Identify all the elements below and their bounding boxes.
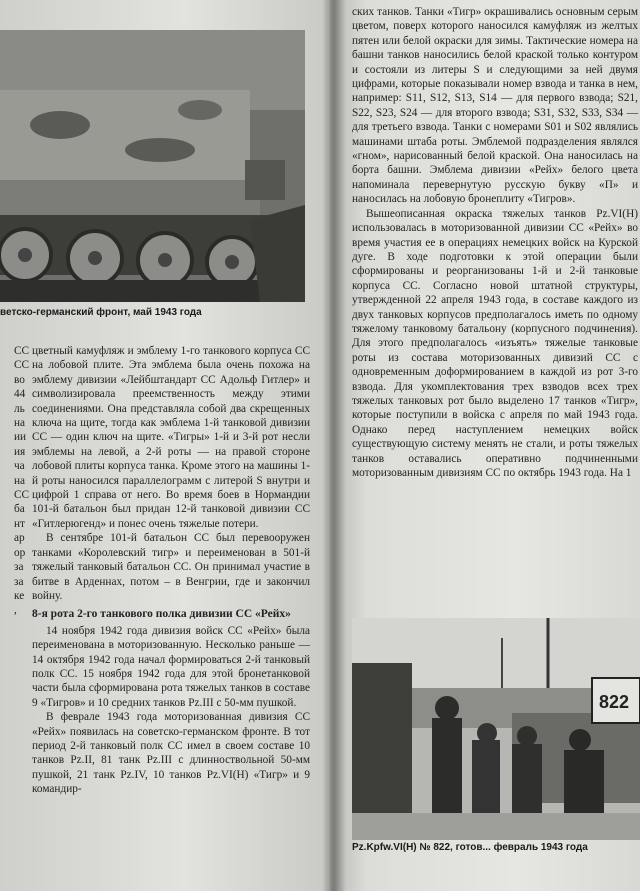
section-heading: 8-я рота 2-го танкового полка дивизии СС «Рейх» (32, 608, 291, 621)
margin-line: ль (14, 402, 25, 415)
margin-line: во (14, 373, 25, 386)
bottom-photo-caption: Pz.Kpfw.VI(H) № 822, готов... февраль 1943 года (352, 842, 588, 853)
margin-line: , (14, 604, 17, 617)
paragraph: 14 ноября 1942 года дивизия войск СС «Рейх» была переименована в моторизованную. Несколько раньше — 14 октября 1942 года начал формироваться 2-й танковый полк СС. 15 ноября 1942 года для этой бронетанковой части была сформирована рота тяжелых танков в составе 9 «Тигров» и 10 средних танков Pz.III с 50-мм пушкой. (32, 624, 310, 709)
tank-illustration (0, 30, 305, 302)
margin-line: за (14, 561, 24, 574)
margin-line: ия (14, 445, 26, 458)
margin-line: СС (14, 345, 30, 357)
tiger-tank-photo (0, 30, 305, 302)
top-photo-caption: ветско-германский фронт, май 1943 года (0, 307, 202, 318)
margin-line: за (14, 575, 24, 588)
margin-line: ии (14, 431, 27, 444)
left-text-column (32, 344, 310, 797)
paragraph: цветный камуфляж и эмблему 1-го танкового корпуса СС на лобовой плите. Эта эмблема была очень похожа на эмблему дивизии «Лейбштандарт СС Адольф Гитлер» и символизировала преемственность между этими соединениями. Она представляла собой два скрещенных ключа на щите, тогда как эмблема 1-й танковой дивизии СС — один ключ на щите. «Тигры» 1-й и 3-й рот несли эмблемы на левой, а 2-й роты — на правой стороне лобовой плиты корпуса танка. Кроме этого на машины 1-й роты наносился параллелограмм с литерой S внутри и цифрой 1 справа от него. Во время боев в Нормандии 101-й батальон был придан 12-й танковой дивизии СС «Гитлерюгенд» и понес очень тяжелые потери. (32, 345, 310, 530)
margin-line: СС (14, 489, 30, 502)
paragraph: В сентябре 101-й батальон СС был перевооружен танками «Королевский тигр» и переименован в 501-й тяжелый танковый батальон СС. Он принимал участие в битве в Арденнах, потом – в Венгрии, где и закончил войну. (32, 532, 310, 602)
tank-822-photo (352, 618, 640, 840)
margin-line: ар (14, 532, 25, 545)
margin-line: ча (14, 460, 25, 473)
book-gutter (322, 0, 346, 891)
margin-line: 44 (14, 388, 26, 401)
margin-line: нт (14, 517, 25, 530)
margin-line: на (14, 474, 26, 487)
soldiers-illustration (352, 618, 640, 840)
margin-line: ке (14, 589, 25, 602)
margin-line: СС (14, 359, 30, 372)
margin-line: ор (14, 546, 26, 559)
left-margin-fragments (0, 344, 30, 618)
margin-line: ба (14, 503, 25, 516)
margin-line: на (14, 417, 26, 430)
right-text-column (352, 5, 638, 480)
paragraph: Вышеописанная окраска тяжелых танков Pz.VI(H) использовалась в моторизованной дивизии СС «Рейх» во время участия ее в операциях немецких войск на Курской дуге. В ходе подготовки к этой операции были сформированы и реорганизованы 1-й и 2-й танковые корпуса СС. Согласно новой штатной структуры, утвержденной 22 апреля 1943 года, в составе каждого из двух танковых корпусов предполагалось иметь по одному тяжелому танковому батальону (корпусного подчинения). Для этого предполагалось «изъять» тяжелые танковые роты из состава моторизованных дивизий СС с одновременным доформированием в каждой из рот 3-го взвода. Для укомплектования трех взводов всех трех тяжелых танковых рот было выделено 17 танков «Тигр», которые поступили в войска с апреля по май 1943 года. Однако перед наступлением немецких войск существующую систему менять не стали, и роты тяжелых танков оставались оперативно подчиненными моторизованным дивизиям СС по октябрь 1943 года. На 1 (352, 207, 638, 479)
paragraph: ских танков. Танки «Тигр» окрашивались основным серым цветом, поверх которого наносился камуфляж из желтых пятен или белой окраски для зимы. Тактические номера на башни танков наносились белой краской только контуром и состояли из литеры S и следующими за ней двумя цифрами, которые показывали номер взвода и танка в нем, например: S11, S12, S13, S14 — для первого взвода; S21, S22, S23, S24 — для второго взвода; S31, S32, S33, S34 — для третьего взвода. Танки с номерами S01 и S02 являлись машинами штаба роты. Эмблемой подразделения являлся «гном», нарисованный белой краской. Она наносилась на борта башни. Эмблема дивизии «Рейх» белого цвета напоминала перевернутую русскую букву «П» и наносилась на лобовую бронеплиту «Тигров». (352, 6, 638, 206)
paragraph: В феврале 1943 года моторизованная дивизия СС «Рейх» появилась на советско-германском фронте. В тот период 2-й танковый полк СС имел в своем составе 10 танков Pz.II, 81 танк Pz.III с длинноствольной 50-мм пушкой, 21 танк Pz.IV, 10 танков Pz.VI(H) «Тигр» и 9 командир- (32, 711, 310, 796)
turret-number: 822 (599, 692, 630, 712)
